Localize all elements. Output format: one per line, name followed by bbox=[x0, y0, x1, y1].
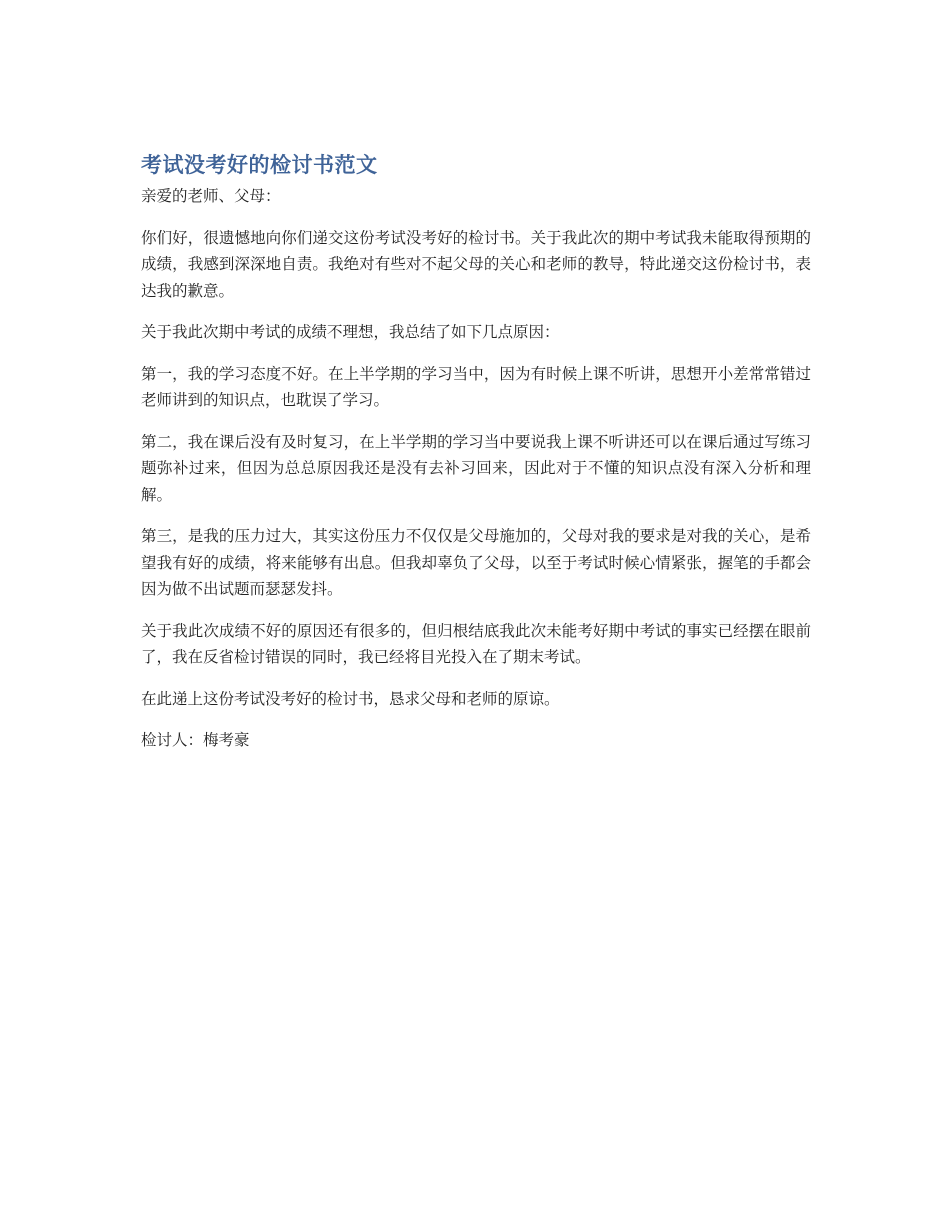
document-title: 考试没考好的检讨书范文 bbox=[141, 153, 378, 177]
paragraph-conclusion: 关于我此次成绩不好的原因还有很多的，但归根结底我此次未能考好期中考试的事实已经摆在眼前了，我在反省检讨错误的同时，我已经将目光投入在了期末考试。 bbox=[141, 621, 811, 666]
document-body bbox=[141, 150, 811, 769]
paragraph-reason-2: 第二，我在课后没有及时复习，在上半学期的学习当中要说我上课不听讲还可以在课后通过写练习题弥补过来，但因为总总原因我还是没有去补习回来，因此对于不懂的知识点没有深入分析和理解。 bbox=[141, 432, 811, 504]
signature-line: 检讨人：梅考豪 bbox=[141, 731, 250, 749]
paragraph-greeting: 你们好，很遗憾地向你们递交这份考试没考好的检讨书。关于我此次的期中考试我未能取得预期的成绩，我感到深深地自责。我绝对有些对不起父母的关心和老师的教导，特此递交这份检讨书，表达我的歉意。 bbox=[141, 228, 811, 300]
salutation: 亲爱的老师、父母： bbox=[141, 187, 281, 205]
paragraph-apology: 在此递上这份考试没考好的检讨书，恳求父母和老师的原谅。 bbox=[141, 689, 560, 708]
paragraph-summary-intro: 关于我此次期中考试的成绩不理想，我总结了如下几点原因： bbox=[141, 323, 560, 341]
paragraph-reason-3: 第三，是我的压力过大，其实这份压力不仅仅是父母施加的，父母对我的要求是对我的关心，是希望我有好的成绩，将来能够有出息。但我却辜负了父母，以至于考试时候心情紧张，握笔的手都会因为做不出试题而瑟瑟发抖。 bbox=[141, 527, 811, 598]
paragraph-reason-1: 第一，我的学习态度不好。在上半学期的学习当中，因为有时候上课不听讲，思想开小差常常错过老师讲到的知识点，也耽误了学习。 bbox=[141, 364, 811, 409]
